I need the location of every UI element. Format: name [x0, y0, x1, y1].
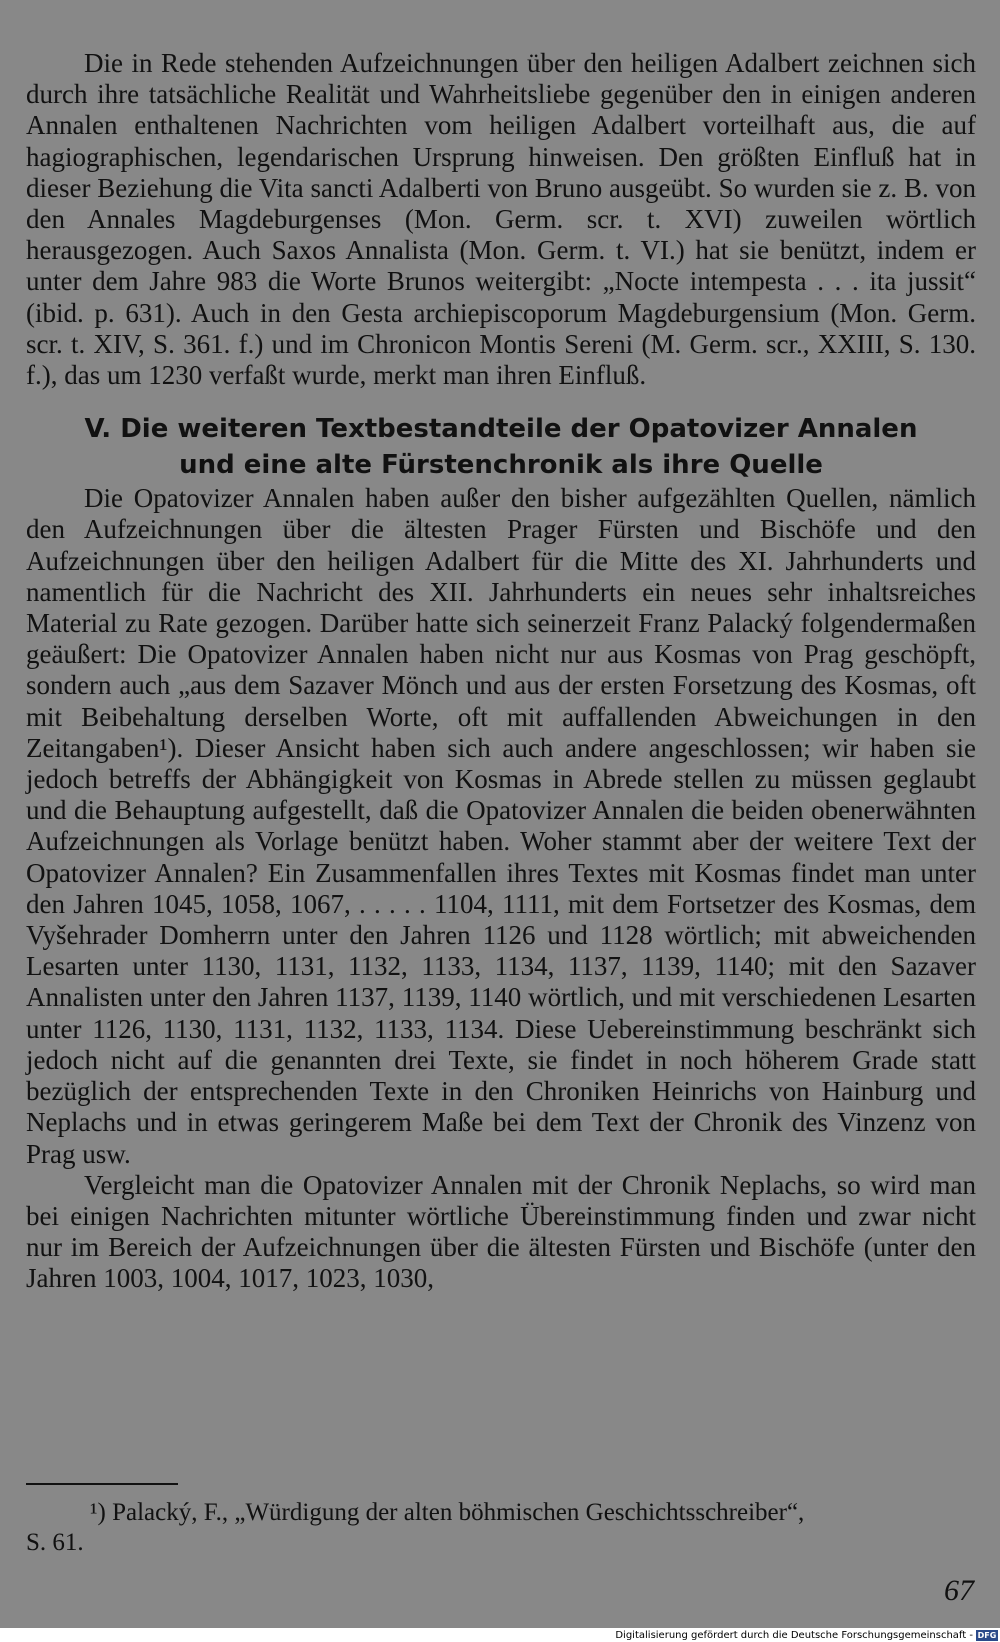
body-text: [26, 48, 976, 1295]
paragraph-neplach-comparison: Vergleicht man die Opatovizer Annalen mit der Chronik Neplachs, so wird man bei einigen Nachrichten mitunter wörtliche Übereinstimmung finden und zwar nicht nur im Bereich der Aufzeichnungen über die ältesten Fürsten und Bischöfe (unter den Jahren 1003, 1004, 1017, 1023, 1030,: [26, 1169, 976, 1294]
digitization-credit: Digitalisierung gefördert durch die Deutsche Forschungsgemeinschaft -: [615, 1630, 973, 1641]
page-number: 67: [944, 1574, 974, 1607]
footnote-divider: [26, 1483, 178, 1485]
paragraph-opatovizer-sources: Die Opatovizer Annalen haben außer den bisher aufgezählten Quellen, nämlich den Aufzeichnungen über die ältesten Prager Fürsten und Bischöfe und den Aufzeichnungen über den heiligen Adalbert für die Mitte des XI. Jahrhunderts und namentlich für die Nachricht des XII. Jahrhunderts ein neues sehr inhaltsreiches Material zu Rate gezogen. Darüber hatte sich seinerzeit Franz Palacký folgendermaßen geäußert: Die Opatovizer Annalen haben nicht nur aus Kosmas von Prag geschöpft, sondern auch „aus dem Sazaver Mönch und aus der ersten Forsetzung des Kosmas, oft mit Beibehaltung derselben Worte, oft mit auffallenden Abweichungen in den Zeitangaben¹). Dieser Ansicht haben sich auch andere angeschlossen; wir haben sie jedoch betreffs der Abhängigkeit von Kosmas in Abrede stellen zu müssen geglaubt und die Behauptung aufgestellt, daß die Opatovizer Annalen die beiden obenerwähnten Aufzeichnungen als Vorlage benützt haben. Woher stammt aber der weitere Text der Opatovizer Annalen? Ein Zusammenfallen ihres Textes mit Kosmas findet man unter den Jahren 1045, 1058, 1067, . . . . . 1104, 1111, mit dem Fortsetzer des Kosmas, dem Vyšehrader Domherrn unter den Jahren 1126 und 1128 wörtlich; mit abweichenden Lesarten unter 1130, 1131, 1132, 1133, 1134, 1137, 1139, 1140; mit den Sazaver Annalisten unter den Jahren 1137, 1139, 1140 wörtlich, und mit verschiedenen Lesarten unter 1126, 1130, 1131, 1132, 1133, 1134. Diese Uebereinstimmung beschränkt sich jedoch nicht auf die genannten drei Texte, sie findet in noch höherem Grade statt bezüglich der entsprechenden Texte in den Chroniken Heinrichs von Hainburg und Neplachs und in etwas geringerem Maße bei dem Text der Chronik des Vinzenz von Prag usw.: [26, 483, 976, 1169]
section-heading: [26, 411, 976, 483]
footnote-line-1: ¹) Palacký, F., „Würdigung der alten böhmischen Geschichtsschreiber“,: [90, 1499, 805, 1526]
digitization-credit-bar: [0, 1628, 1000, 1642]
dfg-logo-icon: DFG: [977, 1631, 997, 1640]
paragraph-adalbert: Die in Rede stehenden Aufzeichnungen über den heiligen Adalbert zeichnen sich durch ihre tatsächliche Realität und Wahrheitsliebe gegenüber den in einigen anderen Annalen enthaltenen Nachrichten vom heiligen Adalbert vorteilhaft aus, die auf hagiographischen, legendarischen Ursprung hinweisen. Den größten Einfluß hat in dieser Beziehung die Vita sancti Adalberti von Bruno ausgeübt. So wurden sie z. B. von den Annales Magdeburgenses (Mon. Germ. scr. t. XVI) zuweilen wörtlich herausgezogen. Auch Saxos Annalista (Mon. Germ. t. VI.) hat sie benützt, indem er unter dem Jahre 983 die Worte Brunos weitergibt: „Nocte intempesta . . . ita jussit“ (ibid. p. 631). Auch in den Gesta archiepiscoporum Magdeburgensium (Mon. Germ. scr. t. XIV, S. 361. f.) und im Chronicon Montis Sereni (M. Germ. scr., XXIII, S. 130. f.), das um 1230 verfaßt wurde, merkt man ihren Einfluß.: [26, 48, 976, 391]
section-heading-line-2: und eine alte Fürstenchronik als ihre Quelle: [179, 450, 823, 481]
footnote: [26, 1498, 976, 1558]
section-heading-line-1: V. Die weiteren Textbestandteile der Opatovizer Annalen: [84, 414, 918, 445]
footnote-line-2: S. 61.: [26, 1529, 84, 1556]
